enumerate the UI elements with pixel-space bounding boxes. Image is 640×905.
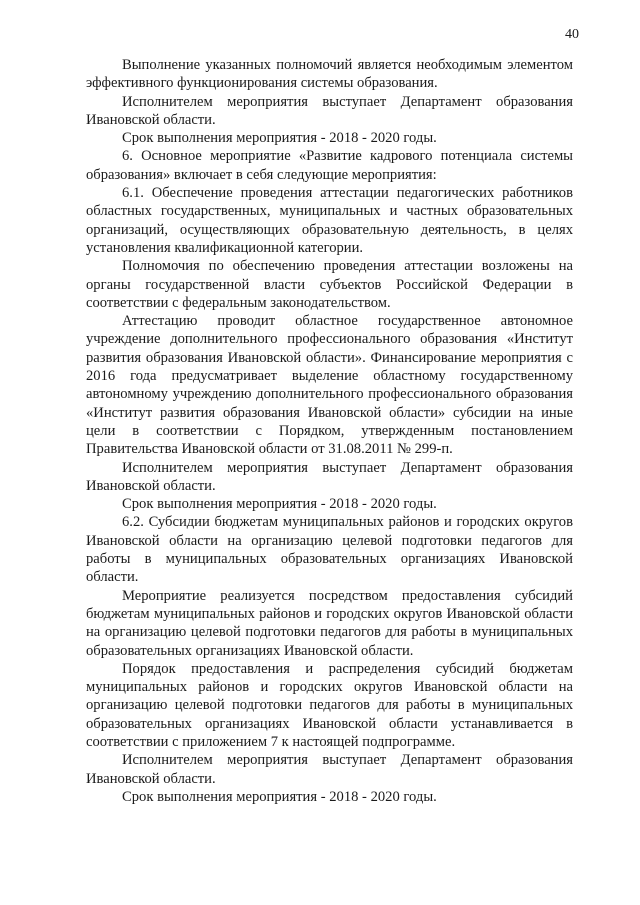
page-number: 40 (565, 27, 579, 42)
document-body (86, 56, 573, 806)
paragraph-executor: Исполнителем мероприятия выступает Департамент образования Ивановской области. (86, 93, 573, 128)
paragraph-main-activity-6: 6. Основное мероприятие «Развитие кадрового потенциала системы образования» включает в себя следующие мероприятия: (86, 148, 573, 183)
paragraph-certification-powers: Полномочия по обеспечению проведения аттестации возложены на органы государственной власти субъектов Российской Федерации в соответствии с федеральным законодательством. (86, 258, 573, 311)
paragraph-activity-6-1: 6.1. Обеспечение проведения аттестации педагогических работников областных государственных, муниципальных и частных образовательных организаций, осуществляющих образовательную деятельность, в целях установления квалификационной категории. (86, 185, 573, 256)
paragraph-deadline: Срок выполнения мероприятия - 2018 - 2020 годы. (122, 130, 437, 147)
paragraph-subsidy-procedure: Порядок предоставления и распределения субсидий бюджетам муниципальных районов и городских округов Ивановской области на организацию целевой подготовки педагогов для работы в муниципальных образовательных организациях Ивановской области устанавливается в соответствии с приложением 7 к настоящей подпрограмме. (86, 660, 573, 750)
paragraph-deadline: Срок выполнения мероприятия - 2018 - 2020 годы. (122, 788, 437, 805)
paragraph-certification-institute: Аттестацию проводит областное государственное автономное учреждение дополнительного профессионального образования «Институт развития образования Ивановской области». Финансирование мероприятия с 2016 года предусматривает выделение областному государственному автономному учреждению дополнительного профессионального образования «Институт развития образования Ивановской области» субсидии на иные цели в соответствии с Порядком, утвержденным постановлением Правительства Ивановской области от 31.08.2011 № 299-п. (86, 313, 573, 458)
paragraph-deadline: Срок выполнения мероприятия - 2018 - 2020 годы. (122, 496, 437, 513)
paragraph-activity-6-2: 6.2. Субсидии бюджетам муниципальных районов и городских округов Ивановской области на организацию целевой подготовки педагогов для работы в муниципальных образовательных организациях Ивановской области. (86, 514, 573, 586)
paragraph-authority-importance: Выполнение указанных полномочий является необходимым элементом эффективного функционирования системы образования. (86, 57, 573, 92)
paragraph-subsidy-implementation: Мероприятие реализуется посредством предоставления субсидий бюджетам муниципальных районов и городских округов Ивановской области на организацию целевой подготовки педагогов для работы в муниципальных образовательных организациях Ивановской области. (86, 587, 573, 659)
paragraph-executor: Исполнителем мероприятия выступает Департамент образования Ивановской области. (86, 752, 573, 787)
paragraph-executor: Исполнителем мероприятия выступает Департамент образования Ивановской области. (86, 459, 573, 494)
